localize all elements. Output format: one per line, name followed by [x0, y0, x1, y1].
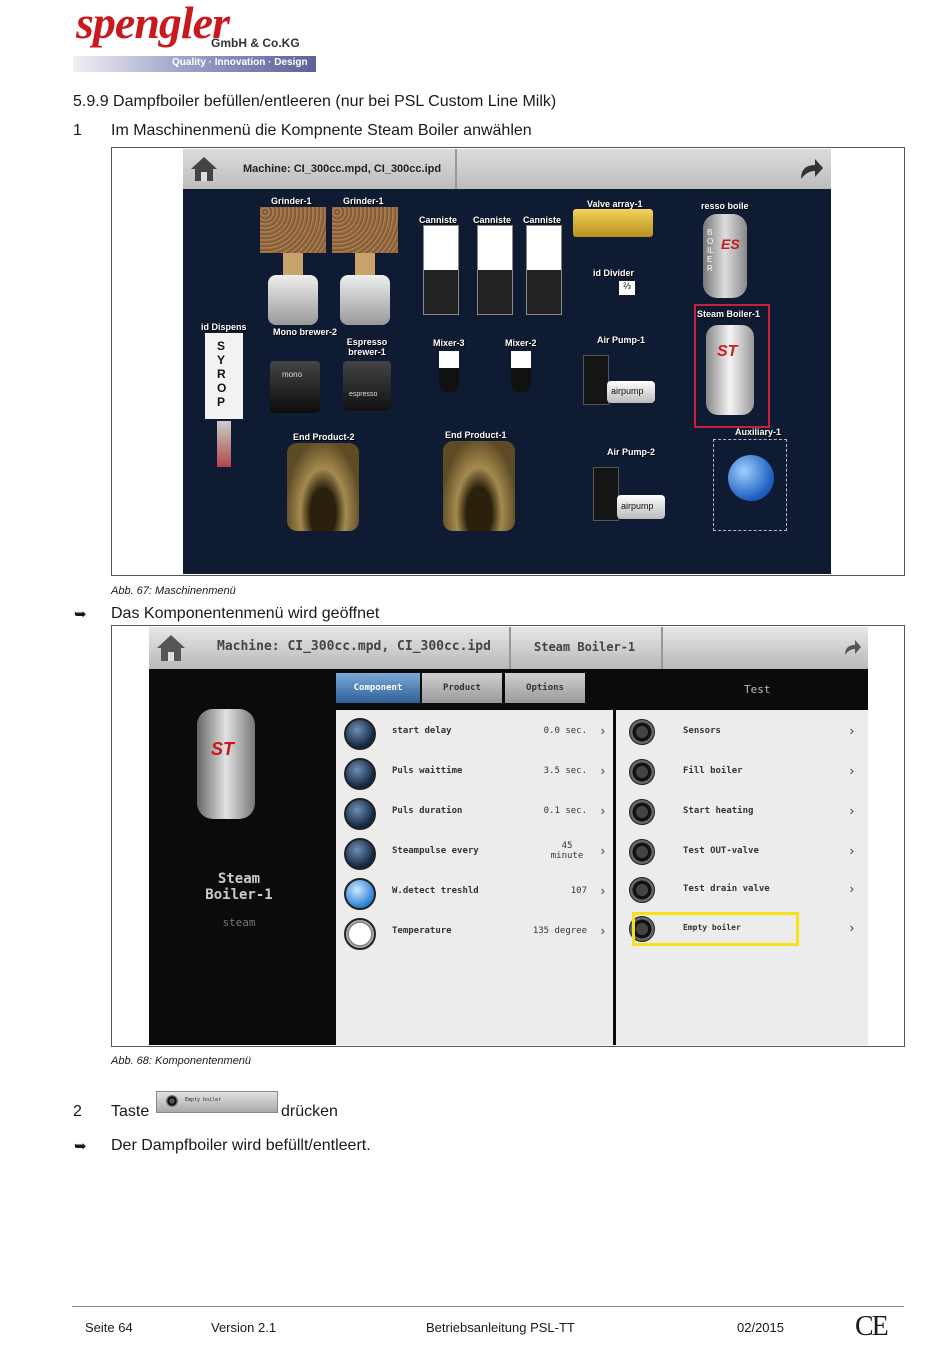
- canister[interactable]: [526, 225, 562, 315]
- chevron-right-icon: ›: [849, 920, 854, 935]
- figure-caption: Abb. 68: Komponentenmenü: [111, 1055, 252, 1067]
- end-product[interactable]: [443, 441, 515, 531]
- component-label: Espresso brewer-1: [346, 337, 388, 357]
- component-name: Steam Boiler-1: [205, 871, 273, 903]
- param-value: 107: [570, 886, 587, 896]
- result-arrow: ➥: [74, 606, 87, 623]
- dial-icon: [344, 718, 376, 750]
- footer-divider: [72, 1306, 904, 1307]
- company-logo: spengler: [76, 0, 229, 48]
- component-label: End Product-1: [445, 430, 507, 440]
- test-row[interactable]: [621, 713, 862, 751]
- chevron-right-icon: ›: [849, 803, 854, 818]
- button-icon: [629, 719, 655, 745]
- component-menu-header: [149, 627, 868, 669]
- boiler-text: BOILER: [707, 228, 714, 273]
- dial-icon: [344, 798, 376, 830]
- component-label: Mono brewer-2: [273, 327, 338, 337]
- grinder-hopper[interactable]: [332, 207, 398, 253]
- espresso-text: espresso: [349, 391, 378, 398]
- airpump[interactable]: [617, 495, 665, 519]
- breadcrumb-component[interactable]: Steam Boiler-1: [534, 640, 636, 654]
- tab-options[interactable]: Options: [505, 673, 585, 703]
- step-text: Taste: [111, 1103, 150, 1120]
- param-label: W.detect treshld: [392, 886, 479, 896]
- component-label: id Divider: [593, 268, 635, 278]
- param-value: 45 minute: [550, 841, 584, 861]
- chevron-right-icon: ›: [600, 923, 605, 938]
- step-number: 2: [73, 1103, 82, 1120]
- test-label: Sensors: [683, 726, 721, 736]
- end-product[interactable]: [287, 443, 359, 531]
- grinder-body[interactable]: [268, 275, 318, 325]
- espresso-boiler[interactable]: [703, 214, 747, 298]
- component-label: Canniste: [523, 215, 562, 225]
- param-row[interactable]: [336, 713, 613, 751]
- param-value: 3.5 sec.: [543, 766, 587, 776]
- chevron-right-icon: ›: [849, 723, 854, 738]
- test-label: Test drain valve: [683, 884, 770, 894]
- empty-boiler-button-inline[interactable]: [156, 1091, 278, 1113]
- mixer[interactable]: [439, 351, 459, 393]
- water-drop-icon: [344, 878, 376, 910]
- footer-page: Seite 64: [85, 1320, 133, 1335]
- component-label: id Dispens: [201, 322, 247, 332]
- button-icon: [629, 839, 655, 865]
- grinder-body[interactable]: [340, 275, 390, 325]
- footer-document: Betriebsanleitung PSL-TT: [426, 1320, 575, 1335]
- param-value: 0.0 sec.: [543, 726, 587, 736]
- section-title: 5.9.9 Dampfboiler befüllen/entleeren (nur bei PSL Custom Line Milk): [73, 93, 557, 110]
- tab-component[interactable]: Component: [336, 673, 420, 703]
- test-label: Fill boiler: [683, 766, 743, 776]
- component-label: resso boile: [701, 201, 749, 211]
- button-label: Empty boiler: [185, 1097, 222, 1103]
- machine-title: Machine: CI_300cc.mpd, CI_300cc.ipd: [217, 639, 491, 654]
- test-label: Empty boiler: [683, 923, 741, 932]
- param-label: Puls waittime: [392, 766, 463, 776]
- home-icon[interactable]: [189, 155, 219, 183]
- chevron-right-icon: ›: [849, 763, 854, 778]
- espresso-brewer[interactable]: [343, 361, 391, 411]
- component-label: Auxiliary-1: [735, 427, 782, 437]
- ce-mark: CE: [855, 1311, 887, 1342]
- param-value: 135 degree: [532, 926, 587, 936]
- logo-tagline: Quality · Innovation · Design: [172, 57, 308, 68]
- es-logo-text: ES: [721, 236, 740, 252]
- grinder-hopper[interactable]: [260, 207, 326, 253]
- param-row[interactable]: [336, 913, 613, 951]
- canister[interactable]: [477, 225, 513, 315]
- airpump[interactable]: [607, 381, 655, 403]
- st-logo-text: ST: [211, 739, 235, 759]
- param-label: Steampulse every: [392, 846, 479, 856]
- airpump-text: airpump: [611, 386, 644, 396]
- step-text-after: drücken: [281, 1103, 338, 1120]
- component-menu-screenshot: [149, 627, 868, 1045]
- auxiliary-sphere: [728, 455, 774, 501]
- chevron-right-icon: ›: [849, 843, 854, 858]
- steam-boiler[interactable]: [706, 325, 754, 415]
- component-label: Air Pump-2: [607, 447, 656, 457]
- test-label: Start heating: [683, 806, 754, 816]
- valve-array[interactable]: [573, 209, 653, 237]
- param-label: start delay: [392, 726, 452, 736]
- step-text: Im Maschinenmenü die Kompnente Steam Boiler anwählen: [111, 122, 532, 139]
- chevron-right-icon: ›: [600, 803, 605, 818]
- test-header: Test: [744, 683, 771, 696]
- dial-icon: [344, 838, 376, 870]
- st-logo-text: ST: [717, 343, 738, 360]
- component-label: Grinder-1: [271, 196, 312, 206]
- component-label: Canniste: [473, 215, 512, 225]
- param-row[interactable]: [336, 753, 613, 791]
- home-icon[interactable]: [155, 633, 187, 663]
- component-label: Air Pump-1: [597, 335, 646, 345]
- airpump-motor: [583, 355, 609, 405]
- component-label: Valve array-1: [587, 199, 643, 209]
- airpump-motor: [593, 467, 619, 521]
- dial-icon: [344, 758, 376, 790]
- divider-box[interactable]: ⅔: [619, 281, 635, 295]
- canister[interactable]: [423, 225, 459, 315]
- machine-menu-screenshot: [183, 149, 831, 574]
- chevron-right-icon: ›: [849, 881, 854, 896]
- param-value: 0.1 sec.: [543, 806, 587, 816]
- footer-date: 02/2015: [737, 1320, 784, 1335]
- chevron-right-icon: ›: [600, 763, 605, 778]
- test-label: Test OUT-valve: [683, 846, 759, 856]
- tab-product[interactable]: Product: [422, 673, 502, 703]
- step-number: 1: [73, 122, 82, 139]
- thermometer-gauge-icon: [344, 918, 376, 950]
- chevron-right-icon: ›: [600, 843, 605, 858]
- mono-text: mono: [282, 370, 303, 379]
- param-row[interactable]: [336, 833, 613, 871]
- company-suffix: GmbH & Co.KG: [211, 36, 300, 50]
- component-label: Mixer-3: [433, 338, 465, 348]
- param-label: Temperature: [392, 926, 452, 936]
- component-label: End Product-2: [293, 432, 355, 442]
- test-row[interactable]: [621, 871, 862, 909]
- result-arrow: ➥: [74, 1138, 87, 1155]
- syrup-dispenser[interactable]: [205, 333, 243, 419]
- airpump-text: airpump: [621, 501, 654, 511]
- button-icon: [166, 1095, 178, 1107]
- test-row[interactable]: [621, 793, 862, 831]
- param-row[interactable]: [336, 873, 613, 911]
- back-arrow-icon[interactable]: [795, 155, 825, 183]
- button-icon: [629, 759, 655, 785]
- chevron-right-icon: ›: [600, 883, 605, 898]
- component-type: steam: [222, 916, 256, 929]
- component-label: Canniste: [419, 215, 458, 225]
- chevron-right-icon: ›: [600, 723, 605, 738]
- test-row[interactable]: [621, 833, 862, 871]
- param-label: Puls duration: [392, 806, 463, 816]
- steam-boiler-image: [197, 709, 255, 819]
- result-text: Das Komponentenmenü wird geöffnet: [111, 605, 380, 622]
- mono-brewer[interactable]: [270, 361, 320, 413]
- highlight-box: [632, 912, 799, 946]
- syrop-text: SYROP: [217, 339, 227, 409]
- mixer[interactable]: [511, 351, 531, 393]
- test-row[interactable]: [621, 753, 862, 791]
- component-label: Steam Boiler-1: [697, 309, 761, 319]
- component-label: Grinder-1: [343, 196, 384, 206]
- button-icon: [629, 799, 655, 825]
- button-icon: [629, 877, 655, 903]
- result-text: Der Dampfboiler wird befüllt/entleert.: [111, 1137, 371, 1154]
- component-label: Mixer-2: [505, 338, 537, 348]
- machine-title: Machine: CI_300cc.mpd, CI_300cc.ipd: [243, 163, 442, 175]
- machine-menu-header: [183, 149, 831, 189]
- back-arrow-icon[interactable]: [841, 637, 863, 659]
- figure-caption: Abb. 67: Maschinenmenü: [111, 585, 236, 597]
- param-row[interactable]: [336, 793, 613, 831]
- footer-version: Version 2.1: [211, 1320, 277, 1335]
